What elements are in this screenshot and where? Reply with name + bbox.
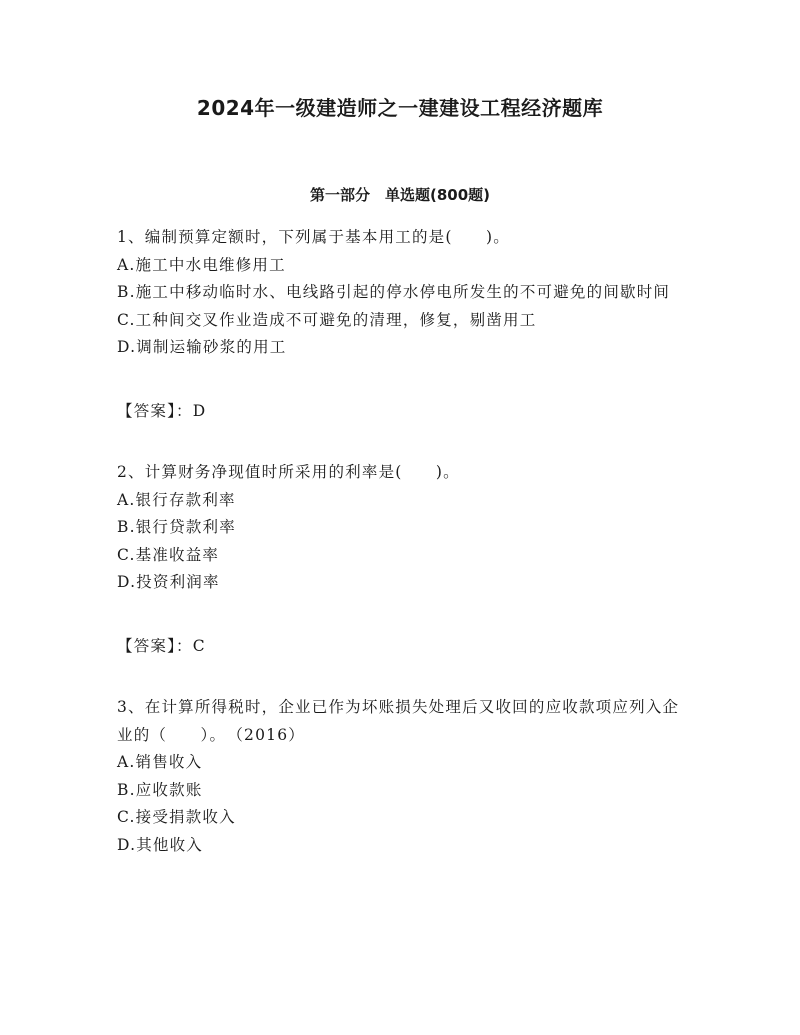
document-title: 2024年一级建造师之一建建设工程经济题库: [196, 96, 604, 120]
option-d: D.投资利润率: [117, 573, 220, 591]
section-title: 第一部分 单选题(800题): [309, 186, 491, 204]
answer-line: 【答案】：C: [117, 636, 206, 655]
option-b: B.施工中移动临时水、电线路引起的停水停电所发生的不可避免的间歇时间: [117, 283, 671, 301]
question-1: [117, 224, 687, 425]
option-d: D.其他收入: [117, 835, 204, 854]
option-c: C.工种间交叉作业造成不可避免的清理，修复，剔凿用工: [117, 310, 537, 329]
option-a: A.销售收入: [117, 753, 203, 771]
question-list: [117, 224, 687, 859]
option-c: C.基准收益率: [117, 545, 220, 564]
question-2: [117, 459, 687, 660]
option-b: B.应收款账: [117, 780, 203, 799]
option-a: A.银行存款利率: [117, 490, 236, 509]
question-stem: 1、编制预算定额时，下列属于基本用工的是( )。: [117, 228, 510, 246]
spacer: [117, 425, 687, 459]
question-stem: 2、计算财务净现值时所采用的利率是( )。: [117, 463, 460, 481]
option-b: B.银行贷款利率: [117, 518, 236, 536]
spacer: [117, 660, 687, 694]
question-stem: 3、在计算所得税时，企业已作为坏账损失处理后又收回的应收款项应列入企业的（ ）。 （2016）: [117, 698, 680, 744]
option-d: D.调制运输砂浆的用工: [117, 338, 287, 356]
question-3: [117, 694, 687, 859]
answer-line: 【答案】：D: [117, 401, 207, 420]
option-a: A.施工中水电维修用工: [117, 255, 286, 274]
option-c: C.接受捐款收入: [117, 808, 236, 826]
